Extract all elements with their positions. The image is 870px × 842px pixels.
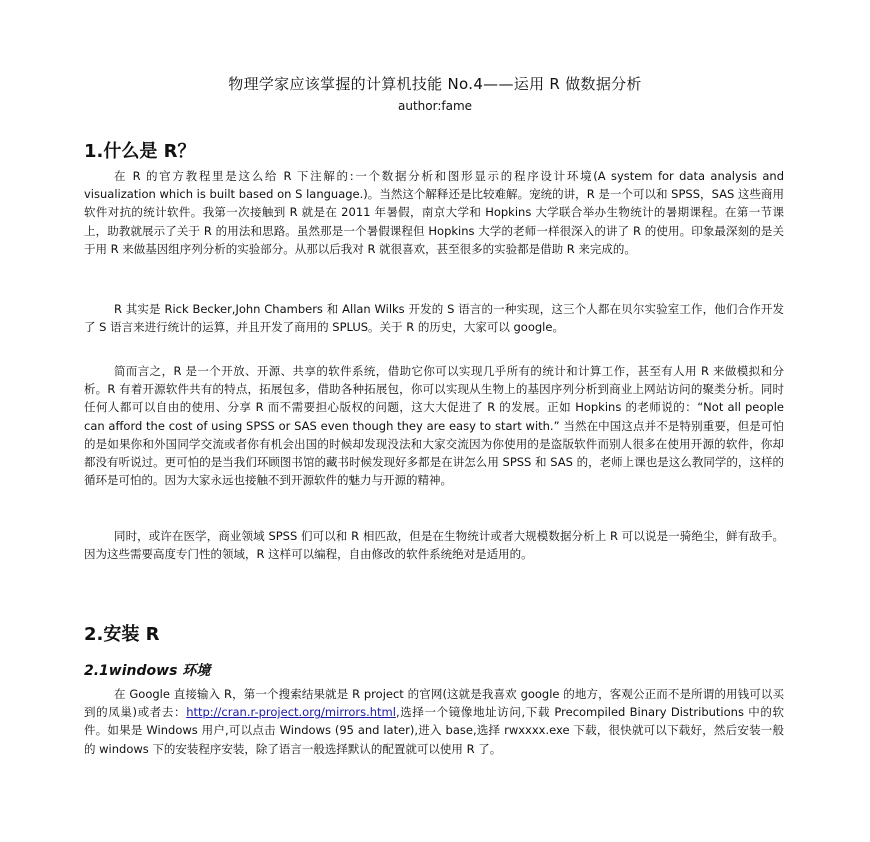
- cran-mirrors-link[interactable]: http://cran.r-project.org/mirrors.html: [186, 705, 396, 720]
- section-heading-what-is-r: 1.什么是 R？: [84, 141, 196, 162]
- paragraph: 简而言之，R 是一个开放、开源、共享的软件系统，借助它你可以实现几乎所有的统计和计算工作，甚至有人用 R 来做模拟和分析。R 有着开源软件共有的特点，拓展包多，借助各种拓展包，你可以实现从生物上的基因序列分析到商业上网站访问的聚类分析。同时任何人都可以自由的使用、分享 R 而不需要担心版权的问题，这大大促进了 R 的发展。正如 Hopkins 的老师说的：“Not all people can afford the cost of using SPSS or SAS even though they are easy to start with.” 当然在中国这点并不是特别重要，但是可怕的是如果你和外国同学交流或者你有机会出国的时候却发现没法和大家交流因为你使用的是盗版软件而别人很多在使用开源的软件，你却都没有听说过。更可怕的是当我们环顾图书馆的藏书时候发现好多都是在讲怎么用 SPSS 和 SAS 的，老师上课也是这么教同学的，这样的循环是可怕的。因为大家永远也接触不到开源软件的魅力与开源的精神。: [84, 364, 784, 488]
- paragraph-windows-install: [84, 685, 784, 758]
- subsection-heading-windows: 2.1windows 环境: [84, 663, 211, 679]
- section-heading-install-r: 2.安装 R: [84, 624, 160, 645]
- paragraph: 同时，或许在医学，商业领域 SPSS 们可以和 R 相匹敌，但是在生物统计或者大规模数据分析上 R 可以说是一骑绝尘，鲜有敌手。因为这些需要高度专门性的领域，R 这样可以编程，自由修改的软件系统绝对是适用的。: [84, 529, 784, 562]
- paragraph-text: ,选择一个镜像地址访问,下载 Precompiled Binary Distributions 中的软件。如果是 Windows 用户,可以点击 Windows (95 and later),进入 base,选择 rwxxxx.exe 下载，很快就可以下载好，然后安装一般的 windows 下的安装程序安装，除了语言一般选择默认的配置就可以使用 R 了。: [84, 705, 784, 756]
- document-title: 物理学家应该掌握的计算机技能 No.4——运用 R 做数据分析: [228, 75, 642, 93]
- paragraph: 在 R 的官方教程里是这么给 R 下注解的:一个数据分析和图形显示的程序设计环境(A system for data analysis and visualization which is built based on S language.)。当然这个解释还是比较难解。宠统的讲，R 是一个可以和 SPSS，SAS 这些商用软件对抗的统计软件。我第一次接触到 R 就是在 2011 年暑假，南京大学和 Hopkins 大学联合举办生物统计的暑期课程。在第一节课上，助教就展示了关于 R 的用法和思路。虽然那是一个暑假课程但 Hopkins 大学的老师一样很深入的讲了 R 的使用。印象最深刻的是关于用 R 来做基因组序列分析的实验部分。从那以后我对 R 就很喜欢，甚至很多的实验都是借助 R 来完成的。: [84, 169, 784, 256]
- paragraph: R 其实是 Rick Becker,John Chambers 和 Allan Wilks 开发的 S 语言的一种实现，这三个人都在贝尔实验室工作，他们合作开发了 S 语言来进行统计的运算，并且开发了商用的 SPLUS。关于 R 的历史，大家可以 google。: [84, 302, 784, 335]
- document-author: author:fame: [397, 99, 473, 113]
- paragraph-text: 在 Google 直接输入 R，第一个搜索结果就是 R project 的官网(这就是我喜欢 google 的地方，客观公正而不是所谓的用钱可以买到的凤巢)或者去：: [84, 687, 784, 720]
